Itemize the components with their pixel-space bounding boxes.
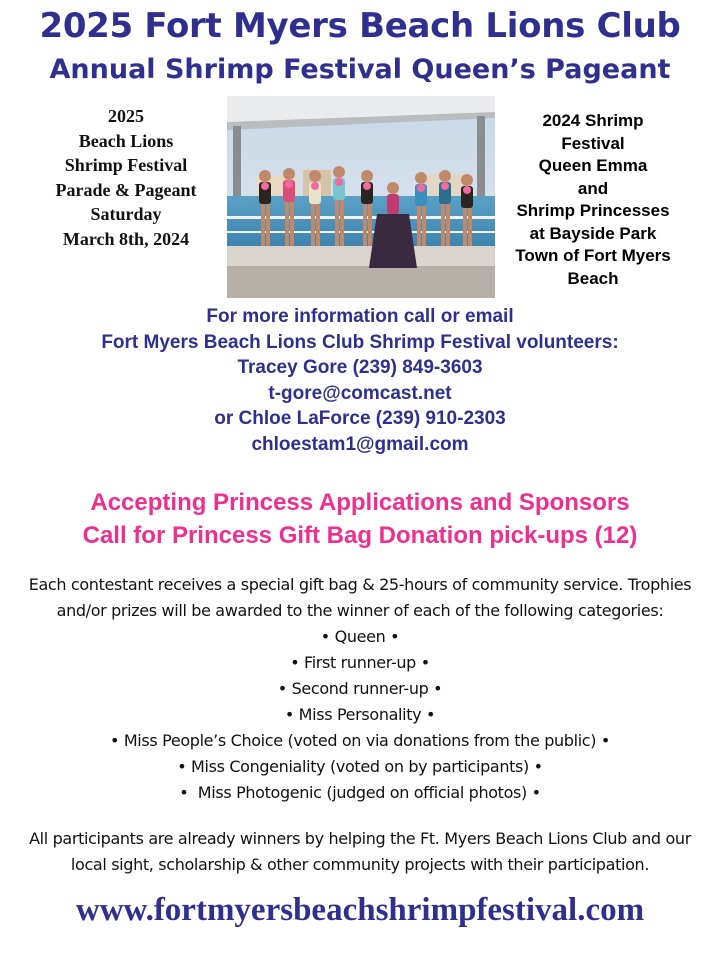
event-details: [28, 104, 224, 251]
event-name-line-1: Beach Lions: [78, 130, 174, 151]
contact-info: [0, 304, 720, 458]
closing-statement: [0, 826, 720, 878]
pageant-photo-illustration: [227, 96, 495, 298]
photo-caption: [498, 110, 688, 290]
caption-line-1: 2024 Shrimp: [542, 111, 644, 130]
closing-line-2: local sight, scholarship & other community projects with their participation.: [70, 855, 650, 874]
caption-line-5: Shrimp Princesses: [516, 201, 670, 220]
category-miss-peoples-choice: • Miss People’s Choice (voted on via donations from the public) •: [110, 731, 610, 750]
pageant-photo: [227, 96, 495, 298]
category-miss-personality: • Miss Personality •: [284, 705, 436, 724]
caption-line-8: Beach: [567, 268, 619, 288]
announcement: [0, 486, 720, 552]
page-subtitle: Annual Shrimp Festival Queen’s Pageant: [49, 54, 671, 85]
contact-intro: For more information call or email: [206, 306, 514, 327]
contact-chloe-email[interactable]: chloestam1@gmail.com: [251, 433, 469, 455]
contest-description: [0, 572, 720, 806]
caption-line-6: at Bayside Park: [529, 223, 657, 243]
page-title: 2025 Fort Myers Beach Lions Club: [39, 6, 681, 46]
caption-line-3: Queen Emma: [538, 156, 648, 175]
announcement-gift-bags: Call for Princess Gift Bag Donation pick-ups (12): [82, 522, 638, 549]
event-name-line-3: Parade & Pageant: [55, 179, 197, 200]
description-line-1: Each contestant receives a special gift bag & 25-hours of community service. Trophies: [28, 575, 692, 594]
contact-tracey-phone: Tracey Gore (239) 849-3603: [237, 357, 483, 379]
caption-line-7: Town of Fort Myers: [515, 246, 671, 265]
contact-volunteers: Fort Myers Beach Lions Club Shrimp Festival volunteers:: [101, 331, 619, 353]
description-line-2: and/or prizes will be awarded to the winner of each of the following categories:: [56, 601, 664, 620]
event-name-line-2: Shrimp Festival: [64, 155, 188, 175]
category-second-runner-up: • Second runner-up •: [277, 679, 443, 698]
contact-tracey-email[interactable]: t-gore@comcast.net: [268, 382, 452, 404]
contact-chloe-phone: or Chloe LaForce (239) 910-2303: [214, 408, 506, 430]
category-first-runner-up: • First runner-up •: [290, 653, 430, 672]
event-day: Saturday: [90, 204, 162, 224]
event-date: March 8th, 2024: [62, 228, 190, 249]
category-queen: • Queen •: [320, 627, 400, 646]
caption-line-2: Festival: [561, 133, 625, 153]
event-year: 2025: [108, 106, 144, 126]
caption-line-4: and: [577, 178, 609, 198]
website-link[interactable]: www.fortmyersbeachshrimpfestival.com: [75, 892, 645, 928]
category-miss-congeniality: • Miss Congeniality (voted on by participants) •: [177, 757, 543, 776]
announcement-applications: Accepting Princess Applications and Sponsors: [90, 489, 630, 516]
closing-line-1: All participants are already winners by helping the Ft. Myers Beach Lions Club and our: [29, 829, 691, 848]
category-miss-photogenic: • Miss Photogenic (judged on official photos) •: [179, 783, 541, 802]
